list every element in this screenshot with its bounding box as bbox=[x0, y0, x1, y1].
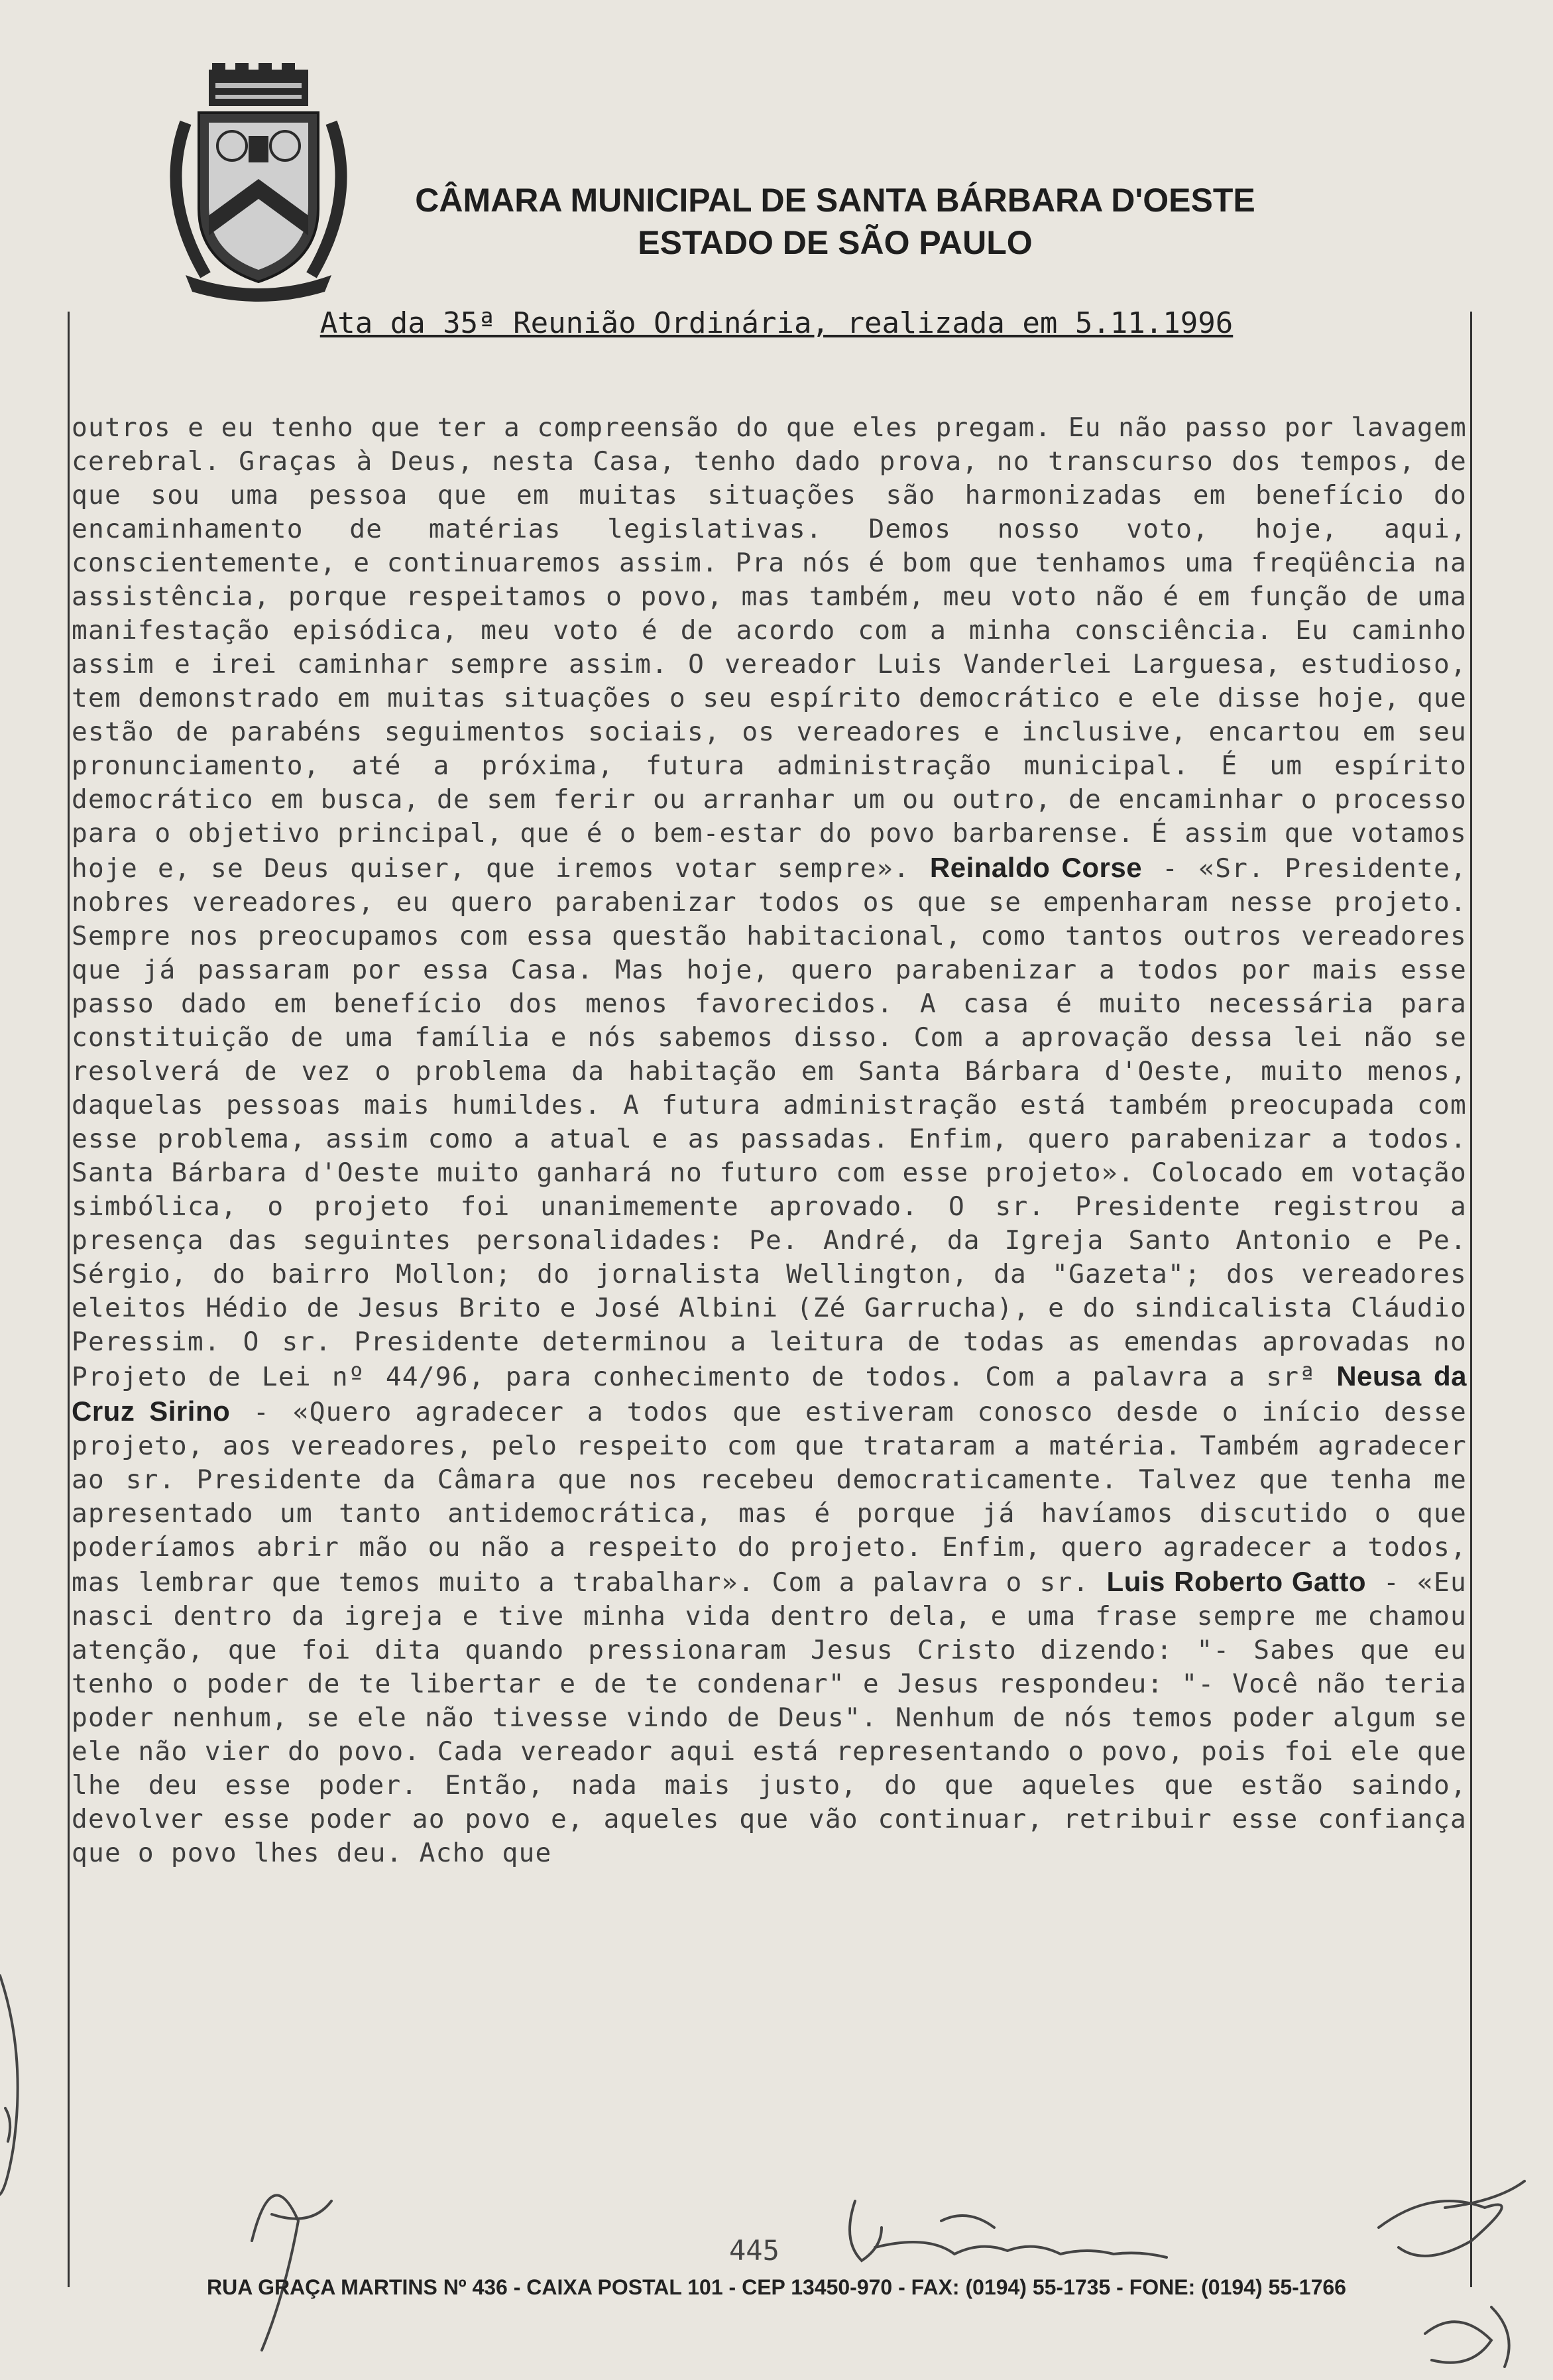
footer-address: RUA GRAÇA MARTINS Nº 436 - CAIXA POSTAL 101 - CEP 13450-970 - FAX: (0194) 55-1735 - FONE: (0194) 55-1766 bbox=[207, 2275, 1346, 2299]
document-title: Ata da 35ª Reunião Ordinária, realizada em 5.11.1996 bbox=[319, 306, 1234, 340]
page-number: 445 bbox=[729, 2234, 779, 2267]
institution-name: CÂMARA MUNICIPAL DE SANTA BÁRBARA D'OESTE bbox=[415, 182, 1255, 219]
paragraph-text: - «Sr. Presidente, nobres vereadores, eu quero parabenizar todos os que se empenharam nesse projeto. Sempre nos preocupamos com essa questão habitacional, como tantos outros vereadores que já passaram por essa Casa. Mas hoje, quero parabenizar a todos por mais esse passo dado em benefício dos menos favorecidos. A casa é muito necessária para constituição de uma família e nós sabemos disso. Com a aprovação dessa lei não se resolverá de vez o problema da habitação em Santa Bárbara d'Oeste, muito menos, daquelas pessoas mais humildes. A futura administração está também preocupada com esse problema, assim como a atual e as passadas. Enfim, quero parabenizar a todos. Santa Bárbara d'Oeste muito ganhará no futuro com esse projeto». Colocado em votação simbólica, o projeto foi unanimemente aprovado. O sr. Presidente registrou a presença das seguintes personalidades: Pe. André, da Igreja Santo Antonio e Pe. Sérgio, do bairro Mollon; do jornalista Wellington, da "Gazeta"; dos vereadores eleitos Hédio de Jesus Brito e José Albini (Zé Garrucha), e do sindicalista Cláudio Peressim. O sr. Presidente determinou a leitura de todas as emendas aprovadas no Projeto de Lei nº 44/96, para conhecimento de todos. Com a palavra a srª bbox=[72, 853, 1467, 1392]
state-name: ESTADO DE SÃO PAULO bbox=[638, 224, 1033, 261]
paragraph-text: outros e eu tenho que ter a compreensão do que eles pregam. Eu não passo por lavagem cerebral. Graças à Deus, nesta Casa, tenho dado prova, no transcurso dos tempos, de que sou uma pessoa que em muitas situações são harmonizadas em benefício do encaminhamento de matérias legislativas. Demos nosso voto, hoje, aqui, conscientemente, e continuaremos assim. Pra nós é bom que tenhamos uma freqüência na assistência, porque respeitamos o povo, mas também, meu voto não é em função de uma manifestação episódica, meu voto é de acordo com a minha consciência. Eu caminho assim e irei caminhar sempre assim. O vereador Luis Vanderlei Larguesa, estudioso, tem demonstrado em muitas situações o seu espírito democrático e ele disse hoje, que estão de parabéns seguimentos sociais, os vereadores e inclusive, encartou em seu pronunciamento, até a próxima, futura administração municipal. É um espírito democrático em busca, de sem ferir ou arranhar um ou outro, de encaminhar o processo para o objetivo principal, que é o bem-estar do povo barbarense. É assim que votamos hoje e, se Deus quiser, que iremos votar sempre». bbox=[72, 412, 1467, 884]
speaker-name: Reinaldo Corse bbox=[929, 852, 1143, 883]
paragraph-text: - «Quero agradecer a todos que estiveram conosco desde o início desse projeto, aos vereadores, pelo respeito com que trataram a matéria. Também agradecer ao sr. Presidente da Câmara que nos recebeu democraticamente. Talvez que tenha me apresentado um tanto antidemocrática, mas é porque já havíamos discutido o que poderíamos abrir mão ou não a respeito do projeto. Enfim, quero agradecer a todos, mas lembrar que temos muito a trabalhar». Com a palavra o sr. bbox=[72, 1397, 1467, 1598]
paragraph-text: - «Eu nasci dentro da igreja e tive minha vida dentro dela, e uma frase sempre me chamou atenção, que foi dita quando pressionaram Jesus Cristo dizendo: "- Sabes que eu tenho o poder de te libertar e de te condenar" e Jesus respondeu: "- Você não teria poder nenhum, se ele não tivesse vindo de Deus". Nenhum de nós temos poder algum se ele não vier do povo. Cada vereador aqui está representando o povo, pois foi ele que lhe deu esse poder. Então, nada mais justo, do que aqueles que estão saindo, devolver esse poder ao povo e, aqueles que vão continuar, retribuir esse confiança que o povo lhes deu. Acho que bbox=[72, 1567, 1467, 1868]
speaker-name: Neusa da Cruz Sirino bbox=[72, 1360, 1467, 1427]
speaker-name: Luis Roberto Gatto bbox=[1106, 1566, 1366, 1597]
